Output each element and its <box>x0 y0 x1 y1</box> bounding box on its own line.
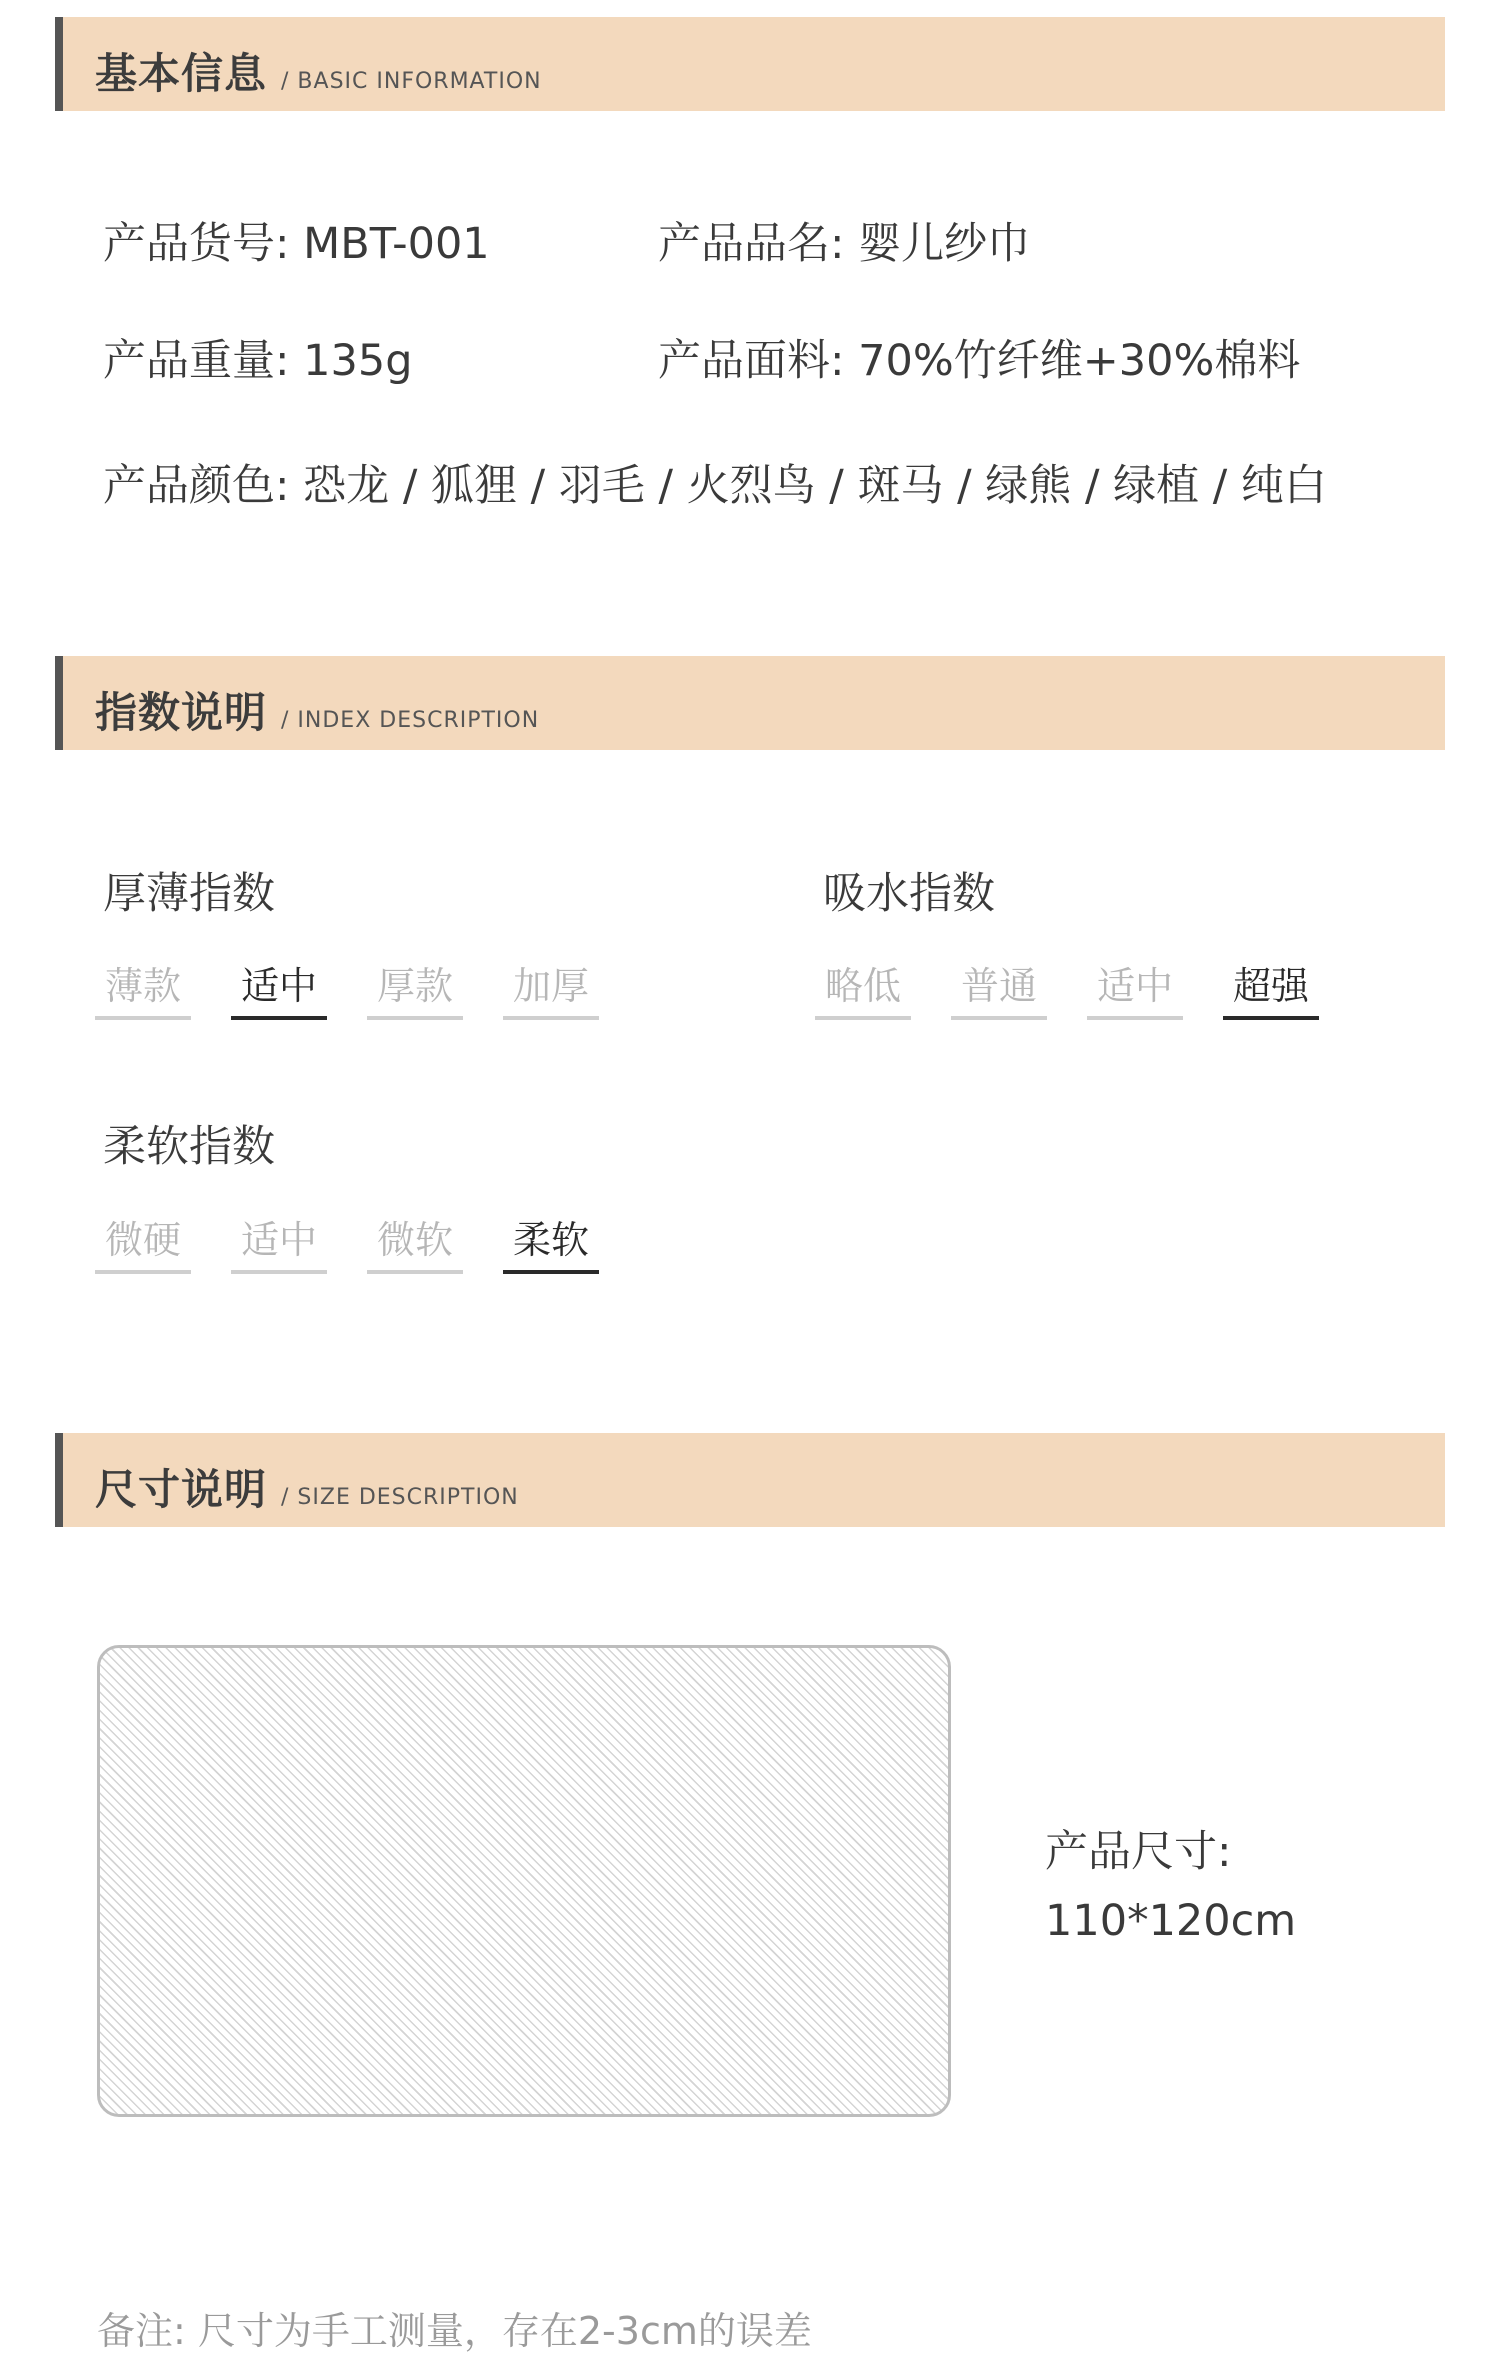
thickness-option: 薄款 <box>95 955 191 1020</box>
absorbency-index-label: 吸水指数 <box>823 869 995 919</box>
section-subtitle: / INDEX DESCRIPTION <box>281 708 540 733</box>
absorbency-option: 适中 <box>1087 955 1183 1020</box>
section-header-basic-info <box>55 17 1445 111</box>
product-name: 产品品名: 婴儿纱巾 <box>658 219 1031 269</box>
section-subtitle: / BASIC INFORMATION <box>281 69 542 94</box>
softness-option: 微硬 <box>95 1209 191 1274</box>
size-note: 备注: 尺寸为手工测量，存在2-3cm的误差 <box>97 2309 812 2353</box>
product-weight: 产品重量: 135g <box>103 336 413 386</box>
towel-illustration <box>97 1645 951 2117</box>
size-label: 产品尺寸: <box>1045 1827 1232 1877</box>
absorbency-option: 普通 <box>951 955 1047 1020</box>
softness-option: 柔软 <box>503 1209 599 1274</box>
thickness-option: 加厚 <box>503 955 599 1020</box>
product-item-no: 产品货号: MBT-001 <box>103 219 490 269</box>
thickness-index-label: 厚薄指数 <box>103 869 275 919</box>
section-header-size <box>55 1433 1445 1527</box>
size-value: 110*120cm <box>1045 1896 1297 1946</box>
softness-option: 适中 <box>231 1209 327 1274</box>
softness-option: 微软 <box>367 1209 463 1274</box>
softness-index-label: 柔软指数 <box>103 1122 275 1172</box>
section-subtitle: / SIZE DESCRIPTION <box>281 1485 519 1510</box>
absorbency-option: 超强 <box>1223 955 1319 1020</box>
product-colors: 产品颜色: 恐龙 / 狐狸 / 羽毛 / 火烈鸟 / 斑马 / 绿熊 / 绿植 / 纯白 <box>103 461 1327 511</box>
section-title: 指数说明 <box>95 688 268 737</box>
thickness-index-options <box>95 955 655 1015</box>
section-title: 尺寸说明 <box>95 1465 268 1514</box>
section-header-index <box>55 656 1445 750</box>
thickness-option: 适中 <box>231 955 327 1020</box>
thickness-option: 厚款 <box>367 955 463 1020</box>
product-fabric: 产品面料: 70%竹纤维+30%棉料 <box>658 336 1301 386</box>
softness-index-options <box>95 1209 655 1269</box>
section-title: 基本信息 <box>95 49 268 98</box>
absorbency-option: 略低 <box>815 955 911 1020</box>
absorbency-index-options <box>815 955 1375 1015</box>
